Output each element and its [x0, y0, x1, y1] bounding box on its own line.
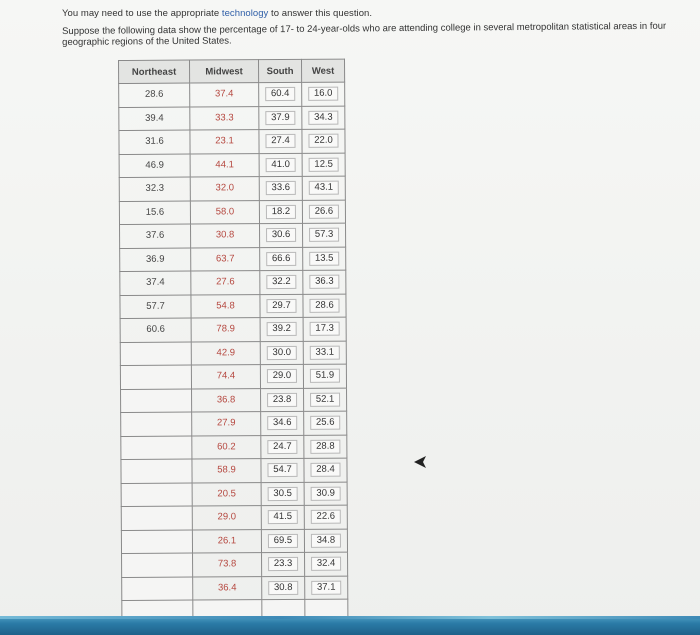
cell-value: 42.9 — [216, 347, 236, 359]
cell-value: 29.0 — [267, 369, 297, 383]
table-row — [119, 200, 345, 225]
cell-value: 29.0 — [217, 511, 237, 523]
data-table — [118, 59, 348, 625]
cell-value: 25.6 — [310, 416, 340, 430]
mouse-cursor-icon — [413, 455, 427, 469]
cell-value: 22.6 — [311, 510, 341, 524]
cell-northeast — [119, 83, 190, 107]
cell-value: 36.8 — [216, 394, 236, 406]
instruction-text-after: to answer this question. — [268, 8, 373, 19]
cell-west — [302, 153, 345, 177]
header-northeast: Northeast — [119, 60, 190, 83]
cell-northeast — [120, 365, 191, 389]
table-row — [121, 435, 347, 460]
cell-value: 36.4 — [217, 582, 237, 594]
cell-south — [261, 435, 304, 459]
table-row — [120, 294, 346, 319]
table-row — [119, 106, 345, 131]
cell-west — [305, 552, 348, 576]
cell-value: 60.2 — [217, 441, 236, 453]
cell-value: 28.6 — [309, 298, 339, 312]
cell-value: 27.6 — [216, 276, 235, 288]
cell-value: 69.5 — [268, 534, 298, 548]
cell-south — [259, 200, 302, 224]
cell-value: 28.4 — [310, 463, 340, 477]
cell-value: 32.0 — [215, 182, 235, 194]
cell-south — [259, 82, 302, 106]
cell-value: 23.1 — [215, 135, 234, 147]
cell-west — [303, 294, 346, 318]
cell-value: 15.6 — [145, 206, 165, 218]
cell-northeast — [121, 506, 192, 530]
cell-west — [302, 129, 345, 153]
table-row — [121, 411, 347, 436]
cell-value: 30.9 — [311, 486, 341, 500]
cell-value: 58.0 — [215, 206, 235, 218]
cell-south — [260, 223, 303, 247]
cell-value: 18.2 — [266, 205, 296, 219]
cell-value: 17.3 — [310, 322, 340, 336]
cell-value: 39.2 — [267, 322, 297, 336]
cell-value: 54.8 — [216, 300, 235, 312]
cell-northeast — [120, 318, 191, 342]
cell-south — [260, 341, 303, 365]
cell-midwest — [193, 553, 262, 577]
cell-northeast — [121, 389, 192, 413]
cell-south — [260, 247, 303, 271]
cell-midwest — [190, 153, 259, 177]
cell-value: 52.1 — [310, 392, 340, 406]
cell-south — [259, 129, 302, 153]
cell-value: 39.4 — [145, 112, 164, 124]
cell-midwest — [190, 130, 259, 154]
cell-northeast — [120, 248, 191, 272]
cell-value: 37.6 — [145, 229, 165, 242]
cell-northeast — [120, 224, 191, 248]
cell-northeast — [119, 154, 190, 178]
cell-west — [302, 82, 345, 106]
data-table-container — [118, 59, 348, 625]
cell-midwest — [192, 412, 261, 436]
cell-west — [303, 317, 346, 341]
cell-value: 43.1 — [309, 181, 339, 195]
table-row — [119, 82, 345, 107]
cell-south — [260, 294, 303, 318]
cell-midwest — [191, 341, 260, 365]
cell-value: 34.8 — [311, 533, 341, 547]
cell-value: 57.7 — [146, 300, 165, 312]
table-row — [121, 458, 347, 483]
cell-value: 22.0 — [308, 134, 338, 148]
cell-south — [262, 576, 305, 600]
question-text: Suppose the following data show the percentage of 17- to 24-year-olds who are attending college in several metropolitan statistical areas in four geographic regions of the United States. — [62, 20, 667, 48]
table-row — [121, 505, 347, 530]
cell-value: 24.7 — [267, 440, 297, 454]
cell-value: 73.8 — [217, 558, 237, 570]
cell-value: 26.6 — [309, 204, 339, 218]
cell-west — [304, 505, 347, 529]
cell-midwest — [190, 106, 259, 130]
cell-value: 16.0 — [308, 87, 338, 101]
cell-northeast — [119, 177, 190, 201]
cell-northeast — [121, 459, 192, 483]
cell-value: 30.8 — [268, 581, 298, 595]
cell-value: 33.1 — [310, 345, 340, 359]
cell-midwest — [190, 177, 259, 201]
cell-value: 30.8 — [215, 229, 235, 241]
bottom-taskbar — [0, 616, 700, 635]
table-row — [120, 317, 346, 342]
cell-west — [303, 247, 346, 271]
table-row — [120, 270, 346, 295]
table-row — [120, 247, 346, 272]
cell-northeast — [120, 271, 191, 295]
cell-value: 46.9 — [145, 159, 164, 171]
cell-value: 28.6 — [144, 88, 164, 101]
cell-value: 74.4 — [216, 370, 236, 382]
cell-west — [303, 270, 346, 294]
cell-northeast — [121, 436, 192, 460]
table-row — [120, 341, 346, 366]
cell-midwest — [192, 435, 261, 459]
table-body — [119, 82, 348, 624]
cell-value: 37.1 — [311, 580, 341, 594]
cell-midwest — [191, 318, 260, 342]
cell-value: 30.5 — [268, 487, 298, 501]
cell-midwest — [192, 529, 261, 553]
cell-value: 28.8 — [310, 439, 340, 453]
cell-value: 36.9 — [145, 253, 165, 265]
cell-value: 37.4 — [146, 276, 165, 289]
cell-value: 20.5 — [217, 488, 236, 500]
cell-value: 30.0 — [267, 346, 297, 360]
cell-northeast — [122, 577, 193, 601]
cell-midwest — [192, 506, 261, 530]
cell-value: 78.9 — [216, 323, 235, 335]
cell-west — [304, 411, 347, 435]
cell-west — [302, 176, 345, 200]
cell-south — [259, 176, 302, 200]
cell-midwest — [191, 294, 260, 318]
cell-value: 33.3 — [215, 112, 234, 124]
cell-value: 51.9 — [310, 369, 340, 383]
cell-value: 27.9 — [216, 417, 236, 429]
cell-value: 37.9 — [265, 111, 295, 125]
cell-west — [304, 482, 347, 506]
header-west: West — [301, 59, 344, 82]
cell-west — [302, 200, 345, 224]
cell-value: 30.6 — [266, 228, 296, 242]
cell-value: 29.7 — [266, 299, 296, 313]
cell-value: 58.9 — [217, 464, 236, 476]
cell-northeast — [122, 553, 193, 577]
table-row — [122, 576, 348, 601]
cell-value: 32.2 — [266, 275, 296, 289]
cell-south — [261, 482, 304, 506]
cell-northeast — [119, 130, 190, 154]
cell-midwest — [191, 271, 260, 295]
cell-south — [262, 552, 305, 576]
cell-south — [260, 317, 303, 341]
cell-midwest — [192, 459, 261, 483]
cell-value: 60.4 — [265, 87, 295, 101]
cell-midwest — [190, 200, 259, 224]
cell-value: 63.7 — [215, 253, 235, 265]
cell-value: 34.6 — [267, 416, 297, 430]
instruction-text-before: You may need to use the appropriate — [62, 8, 222, 19]
table-row — [119, 129, 345, 154]
cell-value: 13.5 — [309, 251, 339, 265]
table-row — [122, 552, 348, 577]
cell-northeast — [119, 201, 190, 225]
cell-value: 26.1 — [217, 535, 237, 547]
cell-west — [305, 576, 348, 600]
table-row — [120, 364, 346, 389]
cell-northeast — [121, 412, 192, 436]
cell-value: 23.8 — [267, 393, 297, 407]
cell-value: 12.5 — [309, 157, 339, 171]
table-row — [120, 223, 346, 248]
cell-value: 36.3 — [309, 275, 339, 289]
cell-south — [261, 505, 304, 529]
cell-west — [303, 364, 346, 388]
cell-south — [260, 364, 303, 388]
cell-value: 27.4 — [265, 134, 295, 148]
cell-south — [261, 529, 304, 553]
cell-south — [261, 411, 304, 435]
cell-south — [261, 388, 304, 412]
cell-south — [260, 270, 303, 294]
table-row — [119, 176, 345, 201]
cell-northeast — [119, 107, 190, 131]
instruction-line — [62, 8, 372, 20]
cell-midwest — [192, 482, 261, 506]
header-south: South — [259, 59, 302, 82]
cell-value: 60.6 — [146, 323, 165, 336]
cell-west — [304, 435, 347, 459]
cell-value: 33.6 — [266, 181, 296, 195]
table-row — [121, 482, 347, 507]
table-row — [119, 153, 345, 178]
cell-value: 34.3 — [308, 110, 338, 124]
cell-west — [304, 388, 347, 412]
technology-link[interactable]: technology — [221, 8, 269, 19]
cell-west — [304, 529, 347, 553]
table-row — [121, 388, 347, 413]
cell-northeast — [120, 342, 191, 366]
cell-value: 37.4 — [214, 88, 234, 100]
cell-value: 41.0 — [266, 158, 296, 172]
cell-northeast — [120, 295, 191, 319]
cell-west — [303, 223, 346, 247]
cell-west — [303, 341, 346, 365]
cell-value: 32.4 — [311, 557, 341, 571]
cell-value: 31.6 — [145, 135, 164, 148]
cell-northeast — [121, 483, 192, 507]
cell-south — [259, 153, 302, 177]
table-header-row — [119, 59, 345, 83]
cell-midwest — [191, 365, 260, 389]
cell-midwest — [191, 247, 260, 271]
cell-midwest — [192, 388, 261, 412]
cell-west — [302, 106, 345, 130]
cell-south — [261, 458, 304, 482]
cell-value: 54.7 — [267, 463, 297, 477]
cell-midwest — [193, 576, 262, 600]
cell-south — [259, 106, 302, 130]
cell-value: 32.3 — [145, 182, 165, 195]
table-row — [121, 529, 347, 554]
cell-value: 41.5 — [268, 510, 298, 524]
cell-west — [304, 458, 347, 482]
cell-value: 57.3 — [309, 228, 339, 242]
cell-midwest — [191, 224, 260, 248]
cell-value: 23.3 — [268, 557, 298, 571]
cell-northeast — [121, 530, 192, 554]
header-midwest: Midwest — [190, 60, 259, 83]
cell-value: 44.1 — [215, 159, 234, 171]
cell-midwest — [190, 83, 259, 107]
cell-value: 66.6 — [266, 252, 296, 266]
